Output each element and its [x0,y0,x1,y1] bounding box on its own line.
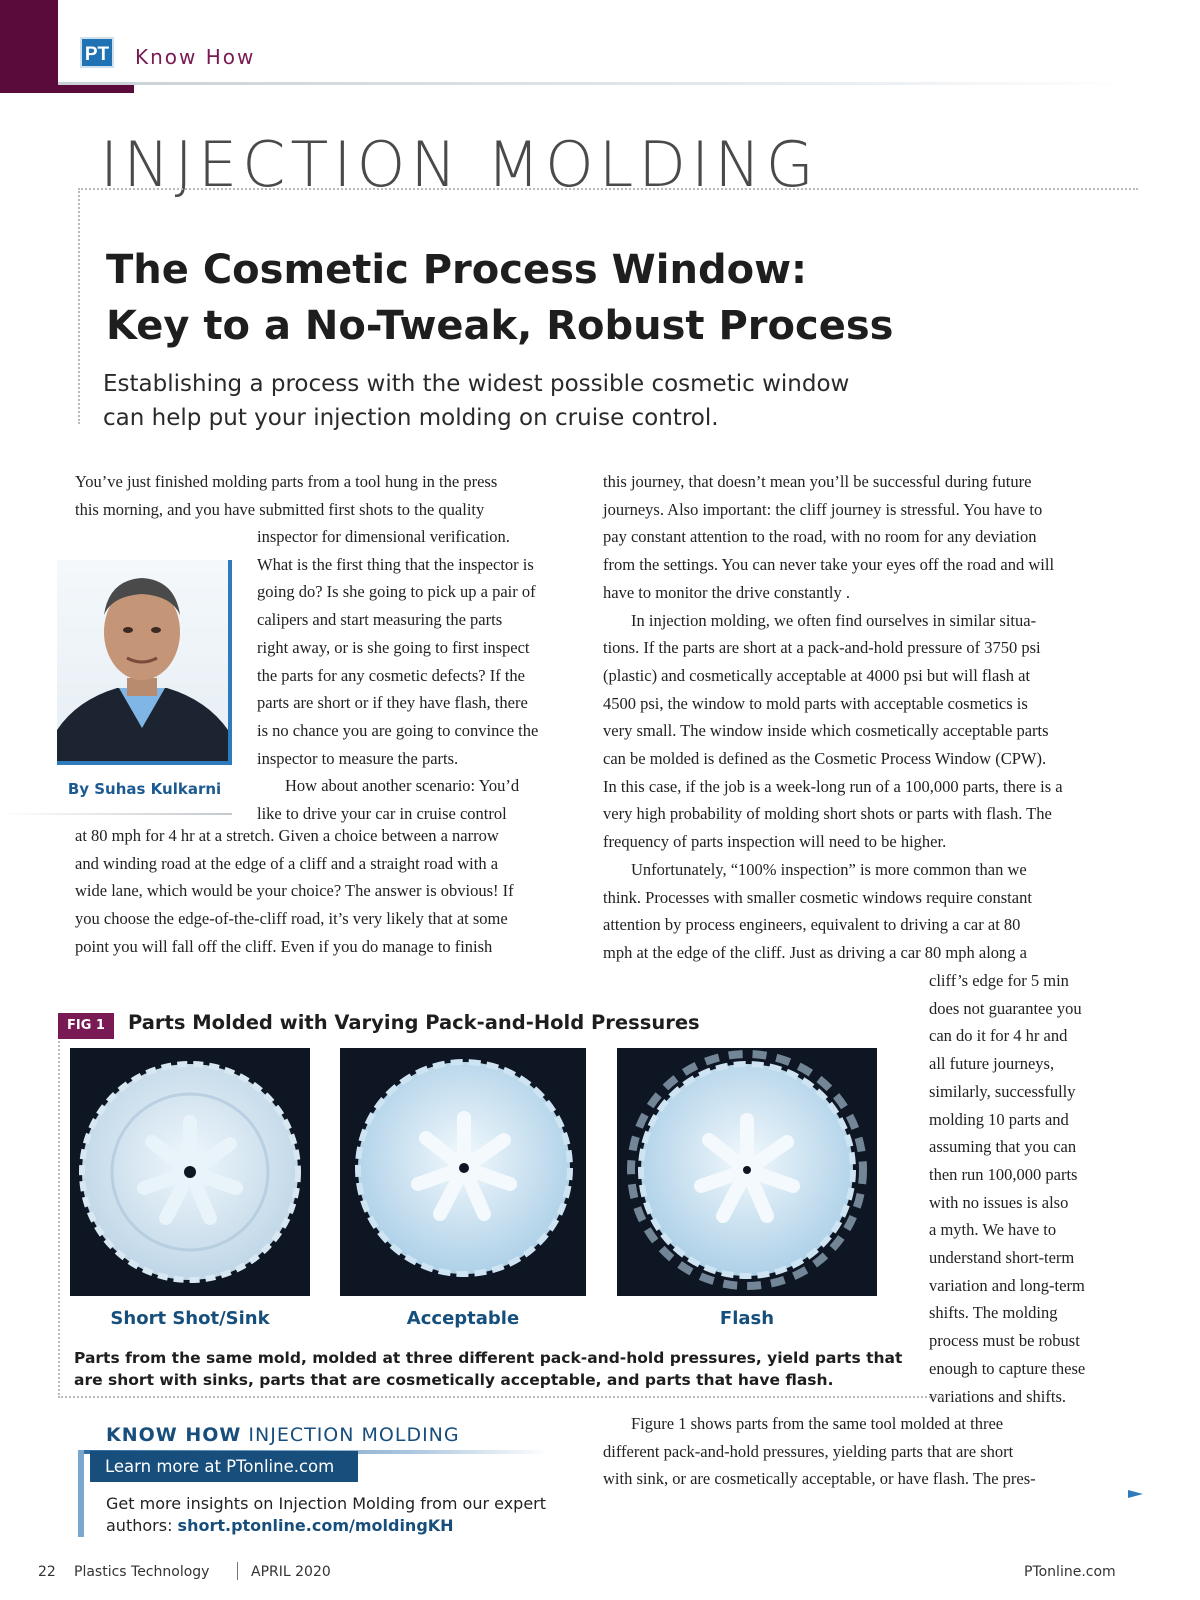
body-line: attention by process engineers, equivalent to driving a car at 80 [603,915,1021,935]
body-line: with no issues is also [929,1192,1069,1212]
body-line: variations and shifts. [929,1386,1067,1406]
body-line: very small. The window inside which cosmetically acceptable parts [603,721,1049,741]
body-line: very high probability of molding short shots or parts with flash. The [603,804,1052,824]
body-line: different pack-and-hold pressures, yielding parts that are short [603,1441,1014,1461]
body-line: molding 10 parts and [929,1109,1069,1129]
know-how-url-link[interactable]: short.ptonline.com/moldingKH [177,1516,454,1535]
body-line: variation and long-term [929,1275,1085,1295]
body-line: cliff’s edge for 5 min [929,971,1069,990]
topic-divider [78,188,1138,190]
footer-site-link[interactable]: PTonline.com [1024,1564,1116,1580]
pt-logo-icon: PT [80,37,114,68]
body-line: at 80 mph for 4 hr at a stretch. Given a choice between a narrow [75,826,499,845]
body-line: In this case, if the job is a week-long run of a 100,000 parts, there is a [603,776,1063,796]
learn-more-link[interactable]: Learn more at PTonline.com [90,1451,358,1482]
col1-wrap [257,523,538,828]
body-line: going do? Is she going to pick up a pair of [257,582,536,602]
headline-line: The Cosmetic Process Window: [106,247,808,293]
col2-top [603,468,1063,967]
molded-part-acceptable-icon [340,1048,586,1296]
body-line: like to drive your car in cruise control [257,804,507,824]
body-line: does not guarantee you [929,998,1082,1018]
know-how-text [106,1493,566,1537]
body-line: How about another scenario: You’d [285,776,520,796]
author-photo [57,560,232,765]
article-deck [103,367,883,435]
figure-title: Parts Molded with Varying Pack-and-Hold Pressures [128,1011,700,1034]
body-line: a myth. We have to [929,1220,1057,1240]
topic-title: INJECTION MOLDING [100,128,819,201]
footer-issue: APRIL 2020 [251,1564,331,1580]
article-headline [106,242,906,354]
col2-narrow [929,967,1085,1410]
col1-intro [75,468,497,523]
col1-bottom [75,822,514,961]
know-how-title [106,1424,460,1446]
body-line: understand short-term [929,1248,1075,1268]
body-line: assuming that you can [929,1137,1077,1157]
figure-photo-acceptable [340,1048,586,1296]
body-line: this morning, and you have submitted first shots to the quality [75,499,485,519]
body-line: and winding road at the edge of a cliff and a straight road with a [75,853,499,873]
body-line: journeys. Also important: the cliff journey is stressful. You have to [603,499,1043,519]
body-line: with sink, or are cosmetically acceptable, or have flash. The pres- [603,1469,1036,1489]
body-line: have to monitor the drive constantly . [603,582,850,602]
molded-part-short-icon [70,1048,310,1296]
body-line: 4500 psi, the window to mold parts with acceptable cosmetics is [603,693,1028,713]
continue-arrow-icon [1128,1490,1143,1498]
header-color-band-foot [0,84,134,93]
know-how-side-bar [78,1450,84,1537]
figure-label-acceptable: Acceptable [406,1308,520,1329]
header-color-band [0,0,58,93]
deck-line: Establishing a process with the widest possible cosmetic window [103,371,850,397]
body-line: can do it for 4 hr and [929,1026,1068,1046]
section-label: Know How [135,45,256,69]
col2-bottom [603,1410,1036,1493]
deck-line: can help put your injection molding on cruise control. [103,405,719,431]
molded-part-flash-icon [617,1048,877,1296]
know-how-description: Get more insights on Injection Molding from our expert authors: [106,1494,547,1535]
body-line: shifts. The molding [929,1303,1058,1323]
figure-tag: FIG 1 [58,1013,114,1039]
page-number: 22 [38,1564,56,1580]
author-byline: By Suhas Kulkarni [67,780,222,798]
know-how-title-rest: INJECTION MOLDING [248,1424,460,1446]
figure-caption: Parts from the same mold, molded at three different pack-and-hold pressures, yield parts that are short with sinks, parts that are cosmetically acceptable, and parts that have flash. [74,1349,903,1389]
author-portrait-icon [57,560,228,761]
body-line: What is the first thing that the inspector is [257,554,534,574]
body-line: can be molded is defined as the Cosmetic Process Window (CPW). [603,749,1047,769]
body-line: Unfortunately, “100% inspection” is more common than we [631,859,1027,879]
body-line: point you will fall off the cliff. Even if you do manage to finish [75,936,493,956]
footer-separator [237,1562,238,1580]
body-line: Figure 1 shows parts from the same tool molded at three [631,1414,1004,1433]
body-line: parts are short or if they have flash, there [257,693,528,713]
body-line: then run 100,000 parts [929,1164,1078,1184]
body-line: tions. If the parts are short at a pack-and-hold pressure of 3750 psi [603,638,1041,658]
body-line: this journey, that doesn’t mean you’ll be successful during future [603,472,1032,491]
body-line: You’ve just finished molding parts from a tool hung in the press [75,472,498,491]
know-how-title-bold: KNOW HOW [106,1424,242,1446]
figure-photo-short-shot [70,1048,310,1296]
body-line: mph at the edge of the cliff. Just as driving a car 80 mph along a [603,942,1027,962]
headline-line: Key to a No-Tweak, Robust Process [106,303,894,349]
body-line: calipers and start measuring the parts [257,610,503,630]
header-rule [58,82,1138,85]
body-line: right away, or is she going to first inspect [257,637,530,657]
body-line: pay constant attention to the road, with no room for any deviation [603,527,1037,547]
body-line: wide lane, which would be your choice? The answer is obvious! If [75,881,514,901]
body-line: In injection molding, we often find ourselves in similar situa- [631,610,1037,630]
figure-label-flash: Flash [719,1308,775,1329]
topic-divider-vertical [78,188,80,424]
author-box [57,560,232,810]
body-line: (plastic) and cosmetically acceptable at 4000 psi but will flash at [603,665,1031,685]
body-line: similarly, successfully [929,1081,1076,1101]
author-divider [0,813,232,815]
body-line: the parts for any cosmetic defects? If the [257,665,526,685]
body-line: is no chance you are going to convince the [257,720,539,740]
body-line: frequency of parts inspection will need to be higher. [603,832,947,852]
body-line: you choose the edge-of-the-cliff road, it’s very likely that at some [75,909,508,929]
body-line: inspector for dimensional verification. [257,527,510,546]
body-line: process must be robust [929,1331,1080,1351]
body-line: from the settings. You can never take your eyes off the road and will [603,555,1055,575]
body-line: all future journeys, [929,1054,1055,1074]
footer-publication: Plastics Technology [74,1564,210,1580]
body-line: think. Processes with smaller cosmetic windows require constant [603,887,1032,907]
body-line: enough to capture these [929,1358,1086,1378]
body-line: inspector to measure the parts. [257,748,459,768]
figure-label-short-shot: Short Shot/Sink [110,1308,270,1329]
figure-photo-flash [617,1048,877,1296]
